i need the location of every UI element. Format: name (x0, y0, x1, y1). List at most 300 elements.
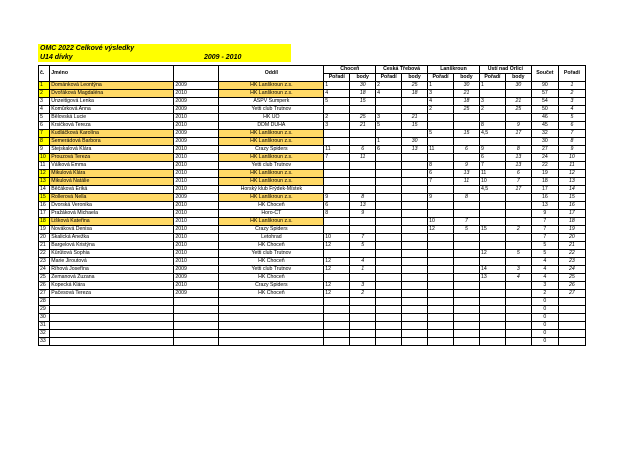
points-cell (454, 266, 480, 274)
place-cell (479, 90, 505, 98)
club-cell: HK Lanškroun z.s. (219, 90, 324, 98)
points-cell: 30 (454, 82, 480, 90)
order-cell: 26 (558, 282, 585, 290)
points-cell (505, 114, 531, 122)
order-cell: 8 (558, 138, 585, 146)
table-row (39, 122, 586, 130)
place-cell (428, 186, 454, 194)
table-row (39, 186, 586, 194)
table-row (39, 106, 586, 114)
place-cell (376, 290, 402, 298)
place-cell (376, 202, 402, 210)
name-cell (50, 314, 174, 322)
rank-cell: 23 (39, 258, 50, 266)
club-cell: HK Choceň (219, 290, 324, 298)
order-cell: 6 (558, 122, 585, 130)
name-cell: Komůrková Anna (50, 106, 174, 114)
place-cell (428, 242, 454, 250)
points-cell: 7 (454, 218, 480, 226)
header-venue-4: Ústí nad Orlicí (479, 66, 531, 74)
points-cell: 13 (505, 154, 531, 162)
doc-title: OMC 2022 Celkové výsledky (40, 45, 135, 52)
points-cell: 5 (505, 250, 531, 258)
order-cell: 13 (558, 178, 585, 186)
points-cell (454, 330, 480, 338)
table-row (39, 274, 586, 282)
place-cell (428, 330, 454, 338)
season-label: 2009 - 2010 (204, 54, 242, 61)
place-cell: 1 (376, 138, 402, 146)
points-cell: 4 (350, 258, 376, 266)
club-cell: HK Choceň (219, 258, 324, 266)
name-cell: Bargelová Kristýna (50, 242, 174, 250)
place-cell (376, 258, 402, 266)
place-cell (428, 250, 454, 258)
sum-cell: 2 (531, 290, 558, 298)
points-cell (505, 282, 531, 290)
place-cell: 6 (324, 202, 350, 210)
table-row (39, 138, 586, 146)
place-cell (324, 226, 350, 234)
place-cell (376, 234, 402, 242)
points-cell: 7 (505, 178, 531, 186)
name-cell: Kudláčková Karolína (50, 130, 174, 138)
club-cell: HK Lanškroun z.s. (219, 82, 324, 90)
place-cell: 10 (324, 234, 350, 242)
place-cell: 5 (324, 98, 350, 106)
year-cell: 2010 (174, 258, 219, 266)
club-cell (219, 322, 324, 330)
points-cell: 11 (350, 154, 376, 162)
points-cell (402, 290, 428, 298)
place-cell: 2 (428, 106, 454, 114)
place-cell (479, 298, 505, 306)
rank-cell: 24 (39, 266, 50, 274)
place-cell (376, 194, 402, 202)
club-cell: Yetti club Trutnov (219, 162, 324, 170)
club-cell: Letohrad (219, 234, 324, 242)
place-cell (428, 154, 454, 162)
place-cell (479, 338, 505, 346)
rank-cell: 7 (39, 130, 50, 138)
place-cell (479, 218, 505, 226)
table-row (39, 170, 586, 178)
club-cell: HK Choceň (219, 202, 324, 210)
order-cell: 1 (558, 82, 585, 90)
header-venue-3: Lanškroun (428, 66, 480, 74)
points-cell (402, 322, 428, 330)
year-cell: 2009 (174, 106, 219, 114)
table-row (39, 322, 586, 330)
points-cell (402, 274, 428, 282)
year-cell: 2009 (174, 82, 219, 90)
points-cell (505, 330, 531, 338)
place-cell (428, 298, 454, 306)
place-cell: 7 (428, 178, 454, 186)
points-cell: 7 (350, 234, 376, 242)
place-cell: 9 (479, 146, 505, 154)
points-cell (454, 242, 480, 250)
points-cell: 3 (350, 282, 376, 290)
name-cell (50, 298, 174, 306)
place-cell: 12 (324, 266, 350, 274)
year-cell: 2010 (174, 186, 219, 194)
points-cell (402, 298, 428, 306)
club-cell: Horo-ČT (219, 210, 324, 218)
points-cell (505, 90, 531, 98)
rank-cell: 13 (39, 178, 50, 186)
order-cell: 16 (558, 202, 585, 210)
points-cell: 15 (350, 98, 376, 106)
place-cell (376, 306, 402, 314)
title-block (38, 44, 291, 62)
points-cell (402, 242, 428, 250)
sum-cell: 27 (531, 146, 558, 154)
points-cell: 8 (454, 194, 480, 202)
points-cell (350, 338, 376, 346)
table-row (39, 162, 586, 170)
place-cell (376, 210, 402, 218)
place-cell: 3 (376, 114, 402, 122)
place-cell (376, 314, 402, 322)
sum-cell: 22 (531, 162, 558, 170)
points-cell: 6 (505, 170, 531, 178)
sum-cell: 4 (531, 274, 558, 282)
place-cell (324, 338, 350, 346)
order-cell (558, 314, 585, 322)
year-cell: 2010 (174, 114, 219, 122)
header-venue-2: Česká Třebová (376, 66, 428, 74)
place-cell: 12 (324, 282, 350, 290)
rank-cell: 6 (39, 122, 50, 130)
points-cell (402, 98, 428, 106)
rank-cell: 31 (39, 322, 50, 330)
points-cell (454, 138, 480, 146)
points-cell (505, 314, 531, 322)
header-points: body (454, 74, 480, 82)
order-cell: 19 (558, 226, 585, 234)
points-cell: 2 (350, 290, 376, 298)
header-place: Pořadí (479, 74, 505, 82)
header-name: Jméno (50, 66, 174, 82)
points-cell: 1 (350, 266, 376, 274)
header-club: Oddíl (219, 66, 324, 82)
order-cell (558, 322, 585, 330)
sum-cell: 7 (531, 218, 558, 226)
name-cell: Pačesová Tereza (50, 290, 174, 298)
sum-cell: 9 (531, 210, 558, 218)
name-cell: Dománková Leontýna (50, 82, 174, 90)
header-sum: Součet (531, 66, 558, 82)
rank-cell: 22 (39, 250, 50, 258)
order-cell (558, 330, 585, 338)
place-cell (479, 138, 505, 146)
points-cell (454, 186, 480, 194)
club-cell (219, 306, 324, 314)
rank-cell: 2 (39, 90, 50, 98)
place-cell: 3 (428, 90, 454, 98)
place-cell (479, 282, 505, 290)
place-cell: 1 (428, 82, 454, 90)
table-row (39, 330, 586, 338)
sum-cell: 5 (531, 250, 558, 258)
points-cell: 9 (454, 162, 480, 170)
year-cell: 2009 (174, 130, 219, 138)
points-cell: 11 (454, 178, 480, 186)
place-cell (324, 314, 350, 322)
place-cell: 1 (324, 82, 350, 90)
points-cell: 8 (505, 146, 531, 154)
sum-cell: 45 (531, 122, 558, 130)
points-cell (350, 170, 376, 178)
place-cell: 5 (376, 122, 402, 130)
points-cell: 18 (350, 90, 376, 98)
place-cell (428, 290, 454, 298)
year-cell (174, 306, 219, 314)
sum-cell: 46 (531, 114, 558, 122)
place-cell: 6 (479, 154, 505, 162)
sum-cell: 0 (531, 330, 558, 338)
table-row (39, 266, 586, 274)
points-cell (454, 250, 480, 258)
points-cell (505, 234, 531, 242)
header-place: Pořadí (428, 74, 454, 82)
points-cell (505, 298, 531, 306)
place-cell (376, 130, 402, 138)
year-cell: 2010 (174, 154, 219, 162)
sum-cell: 19 (531, 170, 558, 178)
club-cell: Crazy Spiders (219, 226, 324, 234)
order-cell: 4 (558, 106, 585, 114)
rank-cell: 10 (39, 154, 50, 162)
points-cell (350, 186, 376, 194)
club-cell: HK Lanškroun z.s. (219, 138, 324, 146)
place-cell (479, 290, 505, 298)
place-cell: 7 (479, 162, 505, 170)
place-cell (479, 314, 505, 322)
order-cell: 2 (558, 90, 585, 98)
points-cell (505, 194, 531, 202)
points-cell (402, 306, 428, 314)
year-cell: 2009 (174, 98, 219, 106)
place-cell (324, 306, 350, 314)
points-cell (454, 234, 480, 242)
place-cell: 6 (376, 146, 402, 154)
points-cell (454, 298, 480, 306)
points-cell (505, 202, 531, 210)
rank-cell: 14 (39, 186, 50, 194)
place-cell: 12 (479, 250, 505, 258)
table-row (39, 82, 586, 90)
place-cell (324, 274, 350, 282)
place-cell: 4,5 (479, 186, 505, 194)
order-cell (558, 306, 585, 314)
points-cell (454, 314, 480, 322)
points-cell (402, 266, 428, 274)
points-cell (350, 322, 376, 330)
place-cell (324, 106, 350, 114)
rank-cell: 8 (39, 138, 50, 146)
year-cell: 2009 (174, 274, 219, 282)
place-cell: 4 (376, 90, 402, 98)
name-cell: Bělovská Lucie (50, 114, 174, 122)
points-cell: 25 (505, 106, 531, 114)
club-cell (219, 330, 324, 338)
place-cell (479, 306, 505, 314)
place-cell: 7 (324, 154, 350, 162)
points-cell: 8 (350, 194, 376, 202)
club-cell: Crazy Spiders (219, 146, 324, 154)
points-cell (402, 282, 428, 290)
sum-cell: 30 (531, 138, 558, 146)
place-cell (428, 322, 454, 330)
year-cell: 2010 (174, 170, 219, 178)
points-cell: 18 (402, 90, 428, 98)
results-sheet (38, 44, 586, 346)
place-cell (324, 322, 350, 330)
sum-cell: 90 (531, 82, 558, 90)
sum-cell: 4 (531, 266, 558, 274)
table-row (39, 306, 586, 314)
points-cell (402, 194, 428, 202)
rank-cell: 27 (39, 290, 50, 298)
place-cell (479, 258, 505, 266)
table-row (39, 194, 586, 202)
name-cell: Říhová Josefína (50, 266, 174, 274)
rank-cell: 9 (39, 146, 50, 154)
place-cell: 11 (324, 146, 350, 154)
order-cell: 3 (558, 98, 585, 106)
points-cell (402, 210, 428, 218)
points-cell (505, 306, 531, 314)
points-cell (402, 154, 428, 162)
name-cell: Kůrůtová Sophia (50, 250, 174, 258)
points-cell: 5 (350, 242, 376, 250)
year-cell: 2010 (174, 282, 219, 290)
club-cell: HK Choceň (219, 274, 324, 282)
table-row (39, 258, 586, 266)
order-cell: 11 (558, 162, 585, 170)
club-cell: DDM DUHA (219, 122, 324, 130)
rank-cell: 12 (39, 170, 50, 178)
points-cell (350, 298, 376, 306)
year-cell (174, 322, 219, 330)
place-cell (428, 338, 454, 346)
table-row (39, 130, 586, 138)
points-cell (505, 138, 531, 146)
rank-cell: 33 (39, 338, 50, 346)
points-cell (402, 178, 428, 186)
sum-cell: 7 (531, 226, 558, 234)
order-cell: 20 (558, 234, 585, 242)
points-cell (454, 258, 480, 266)
name-cell: Mikulová Natálie (50, 178, 174, 186)
table-row (39, 146, 586, 154)
points-cell (350, 130, 376, 138)
points-cell (505, 258, 531, 266)
club-cell: Yetti club Trutnov (219, 106, 324, 114)
table-row (39, 250, 586, 258)
place-cell (324, 178, 350, 186)
points-cell: 13 (402, 146, 428, 154)
name-cell (50, 330, 174, 338)
place-cell: 11 (479, 170, 505, 178)
name-cell: Zemanová Zuzana (50, 274, 174, 282)
place-cell (376, 226, 402, 234)
place-cell (428, 234, 454, 242)
order-cell: 24 (558, 266, 585, 274)
points-cell: 4 (505, 274, 531, 282)
points-cell (454, 114, 480, 122)
place-cell (428, 314, 454, 322)
sum-cell: 32 (531, 130, 558, 138)
place-cell: 2 (376, 82, 402, 90)
table-row (39, 98, 586, 106)
points-cell (350, 314, 376, 322)
points-cell (350, 106, 376, 114)
header-venue-1: Choceň (324, 66, 376, 74)
table-row (39, 154, 586, 162)
place-cell: 12 (324, 242, 350, 250)
points-cell: 5 (454, 226, 480, 234)
place-cell: 13 (479, 274, 505, 282)
order-cell: 14 (558, 186, 585, 194)
sum-cell: 4 (531, 258, 558, 266)
club-cell (219, 298, 324, 306)
place-cell (376, 186, 402, 194)
year-cell: 2010 (174, 90, 219, 98)
club-cell: Horský klub Frýdek-Místek (219, 186, 324, 194)
points-cell: 21 (402, 114, 428, 122)
points-cell: 25 (402, 82, 428, 90)
name-cell (50, 306, 174, 314)
place-cell (376, 266, 402, 274)
points-cell (505, 242, 531, 250)
order-cell: 12 (558, 170, 585, 178)
points-cell (454, 282, 480, 290)
points-cell (402, 130, 428, 138)
points-cell: 13 (505, 162, 531, 170)
order-cell (558, 298, 585, 306)
points-cell (454, 122, 480, 130)
table-row (39, 234, 586, 242)
place-cell: 9 (428, 194, 454, 202)
table-row (39, 298, 586, 306)
points-cell (454, 202, 480, 210)
name-cell: Pražáková Michaela (50, 210, 174, 218)
place-cell (428, 266, 454, 274)
place-cell: 3 (479, 98, 505, 106)
place-cell: 10 (479, 178, 505, 186)
name-cell: Lišková Kateřina (50, 218, 174, 226)
points-cell (350, 218, 376, 226)
name-cell (50, 338, 174, 346)
club-cell: HK Lanškroun z.s. (219, 194, 324, 202)
year-cell: 2010 (174, 162, 219, 170)
order-cell: 18 (558, 218, 585, 226)
club-cell: HK Lanškroun z.s. (219, 178, 324, 186)
place-cell (479, 330, 505, 338)
place-cell (479, 114, 505, 122)
points-cell (350, 274, 376, 282)
year-cell (174, 298, 219, 306)
place-cell (376, 106, 402, 114)
year-cell: 2010 (174, 146, 219, 154)
place-cell (324, 218, 350, 226)
table-row (39, 114, 586, 122)
place-cell: 2 (324, 114, 350, 122)
order-cell: 23 (558, 258, 585, 266)
